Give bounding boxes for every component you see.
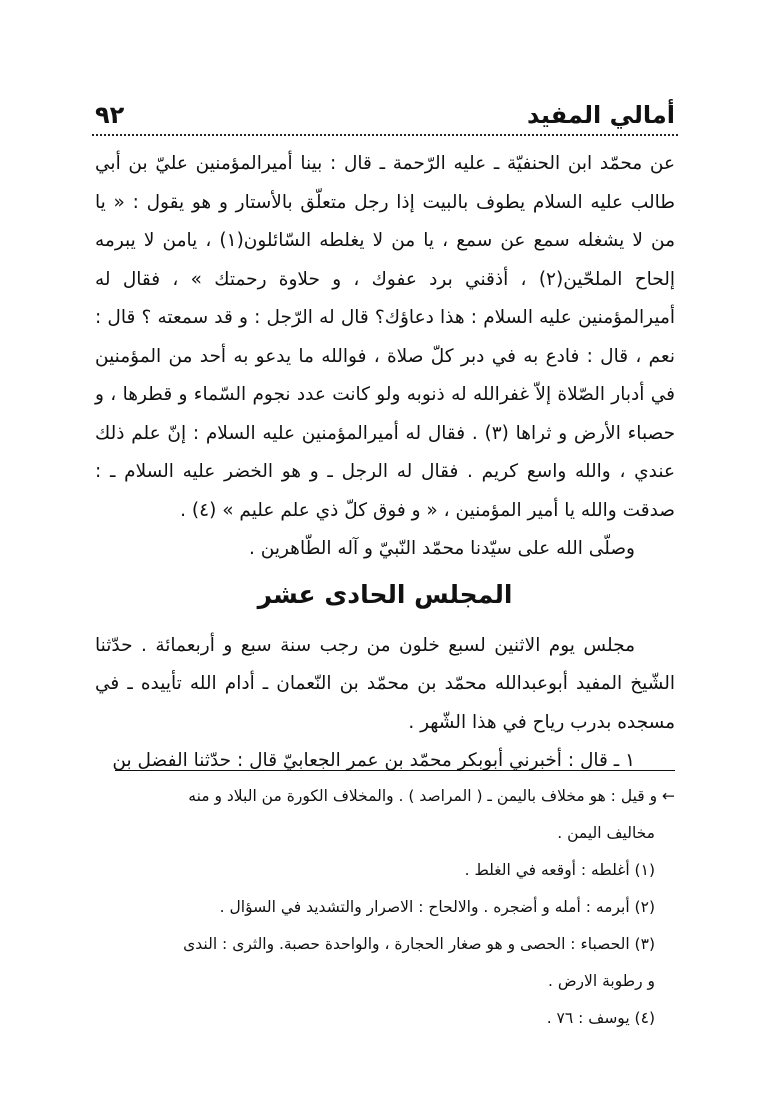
footnote-3-continued: و رطوبة الارض . [547, 972, 655, 990]
footnote-4: (٤) يوسف : ٧٦ . [546, 1009, 655, 1027]
footnote-continued: ← و قيل : هو مخلاف باليمن ـ ( المراصد ) . والمخلاف الكورة من البلاد و منه [188, 787, 675, 805]
hadith-paragraph: عن محمّد ابن الحنفيّة ـ عليه الرّحمة ـ قال : بينا أميرالمؤمنين عليّ بن أبي طالب عليه السلام يطوف بالبيت إذا رجل متعلّق بالأستار و هو يقول : « يا من لا يشغله سمع عن سمع ، يا من لا يغلطه السّائلون(١) ، يامن لا يبرمه إلحاح الملحّين(٢) ، أذقني برد عفوك ، و حلاوة رحمتك » ، فقال له أميرالمؤمنين عليه السلام : هذا دعاؤك؟ قال له الرّجل : و قد سمعته ؟ قال : نعم ، قال : فادع به في دبر كلّ صلاة ، فوالله ما يدعو به أحد من المؤمنين في أدبار الصّلاة إلاّ غفرالله له ذنوبه ولو كانت عدد نجوم السّماء و قطرها ، و حصباء الأرض و ثراها (٣) . فقال له أميرالمؤمنين عليه السلام : إنّ علم ذلك عندي ، والله واسع كريم . فقال له الرجل ـ و هو الخضر عليه السلام ـ : صدقت والله يا أمير المؤمنين ، « و فوق كلّ ذي علم عليم » (٤) . [95, 153, 676, 521]
closing-blessing: وصلّى الله على سيّدنا محمّد النّبيّ و آله الطّاهرين . [248, 538, 635, 559]
running-title: أمالي المفيد [526, 101, 675, 129]
page-number: ٩٢ [95, 101, 125, 129]
section-title: المجلس الحادى عشر [257, 579, 513, 609]
header-divider [92, 134, 678, 136]
narration-paragraph: ١ ـ قال : أخبرني أبوبكر محمّد بن عمر الجعابيّ قال : حدّثنا الفضل بن [112, 750, 635, 771]
footnote-2: (٢) أبرمه : أمله و أضجره . والالحاح : الاصرار والتشديد في السؤال . [219, 898, 655, 916]
footnotes [95, 778, 675, 1037]
footnote-3: (٣) الحصباء : الحصى و هو صغار الحجارة ، والواحدة حصبة. والثرى : الندى [183, 935, 655, 953]
session-intro-paragraph: مجلس يوم الاثنين لسبع خلون من رجب سنة سبع و أربعمائة . حدّثنا الشّيخ المفيد أبوعبدالله محمّد بن محمّد بن النّعمان ـ أدام الله تأييده ـ في مسجده بدرب رياح في هذا الشّهر . [95, 634, 675, 733]
footnote-1: (١) أغلطه : أوقعه في الغلط . [464, 861, 655, 879]
page-header [95, 95, 675, 135]
footnote-divider [115, 770, 675, 771]
footnote-continued-line: مخاليف اليمن . [557, 824, 655, 842]
main-text [95, 145, 675, 781]
